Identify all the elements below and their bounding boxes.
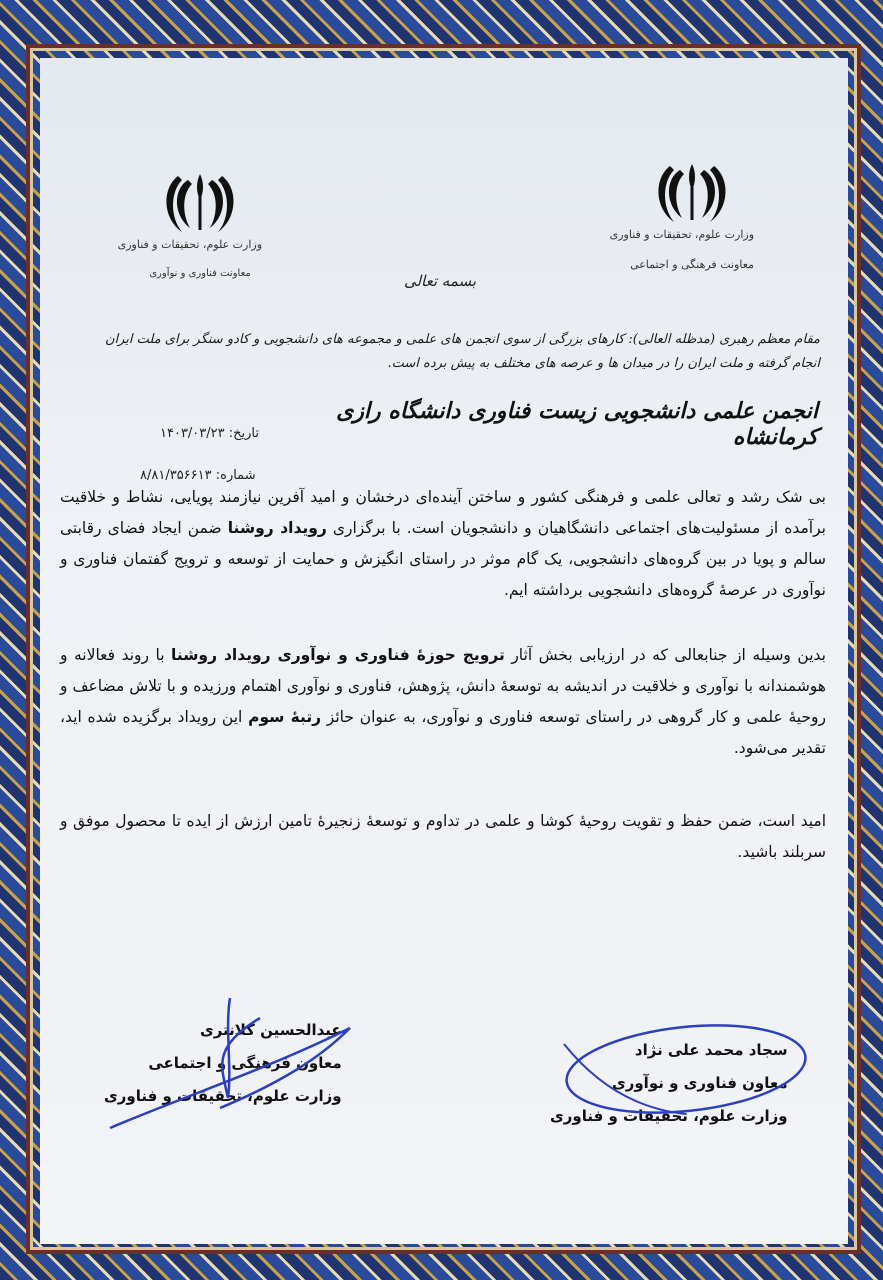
date-value: ۱۴۰۳/۰۳/۲۳ [160,426,225,441]
signer-right-org: وزارت علوم، تحقیقات و فناوری [550,1107,788,1125]
handwritten-signature-left [100,988,370,1138]
number-label: شماره: [215,468,256,483]
iran-emblem-left-icon [160,170,240,236]
certificate-paper [40,58,848,1244]
right-ministry-caption: وزارت علوم، تحقیقات و فناوری [609,228,754,241]
rank-bold: رتبهٔ سوم [248,708,322,726]
signer-right-title: معاون فناوری و نوآوری [611,1074,788,1092]
paragraph-2: بدین وسیله از جنابعالی که در ارزیابی بخش آثار ترویج حوزهٔ فناوری و نوآوری رویداد روشنا با روند فعالانه و هوشمندانه با نوآوری و خلاقیت در اندیشه به توسعهٔ دانش، پژوهش، فناوری و نوآوری اهتمام ورزیده و با تلاش مضاعف و روحیهٔ علمی و کار گروهی در راستای توسعه فناوری و نوآوری، به عنوان حائز رتبهٔ سوم این رویداد برگزیده شده اید، تقدیر می‌شود. [60,646,827,757]
number-value: ۸/۸۱/۳۵۶۶۱۳ [140,468,212,483]
leader-quote: مقام معظم رهبری (مدظله العالی): کارهای بزرگی از سوی انجمن های علمی و مجموعه های دانشجویی و کادو سنگر برای ملت ایران انجام گرفته و ملت ایران را در میدان ها و عرصه های مختلف به پیش برده است. [104,332,820,371]
association-title: انجمن علمی دانشجویی زیست فناوری دانشگاه رازی کرمانشاه [336,398,818,450]
letter-number [140,468,256,483]
signer-left-name: عبدالحسین کلانتری [199,1021,342,1039]
event-name-bold: رویداد روشنا [227,519,327,537]
bismillah-heading: بسمه تعالی [403,272,477,290]
handwritten-signature-right [556,1014,816,1124]
signer-right-name: سجاد محمد علی نژاد [634,1041,788,1059]
date-label: تاریخ: [228,426,260,441]
right-deputy-caption: معاونت فرهنگی و اجتماعی [630,258,754,271]
paragraph-1: بی شک رشد و تعالی علمی و فرهنگی کشور و ساختن آینده‌ای درخشان و امید آفرین نیازمند پویایی، نشاط و خلاقیت برآمده از مسئولیت‌های اجتماعی دانشگاهیان و دانشجویان است. با برگزاری رویداد روشنا ضمن ایجاد فضای رقابتی سالم و پویا در بین گروه‌های دانشجویی، یک گام موثر در راستای انگیزش و حمایت از توسعه و ترویج گفتمان فناوری و نوآوری در عرصهٔ گروه‌های دانشجویی برداشته ایم. [60,488,826,599]
letter-date [160,426,259,441]
signer-left-title: معاون فرهنگی و اجتماعی [148,1054,342,1072]
left-deputy-caption: معاونت فناوری و نوآوری [149,268,251,279]
iran-emblem-right-icon [652,160,732,226]
left-ministry-caption: وزارت علوم، تحقیقات و فناوری [117,238,262,251]
section-name-bold: ترویج حوزهٔ فناوری و نوآوری رویداد روشنا [171,646,505,664]
paragraph-3: امید است، ضمن حفظ و تقویت روحیهٔ کوشا و علمی در تداوم و توسعهٔ زنجیرهٔ تامین ارزش از ایده تا محصول موفق و سربلند باشید. [60,812,826,861]
signer-left-org: وزارت علوم، تحقیقات و فناوری [104,1087,342,1105]
